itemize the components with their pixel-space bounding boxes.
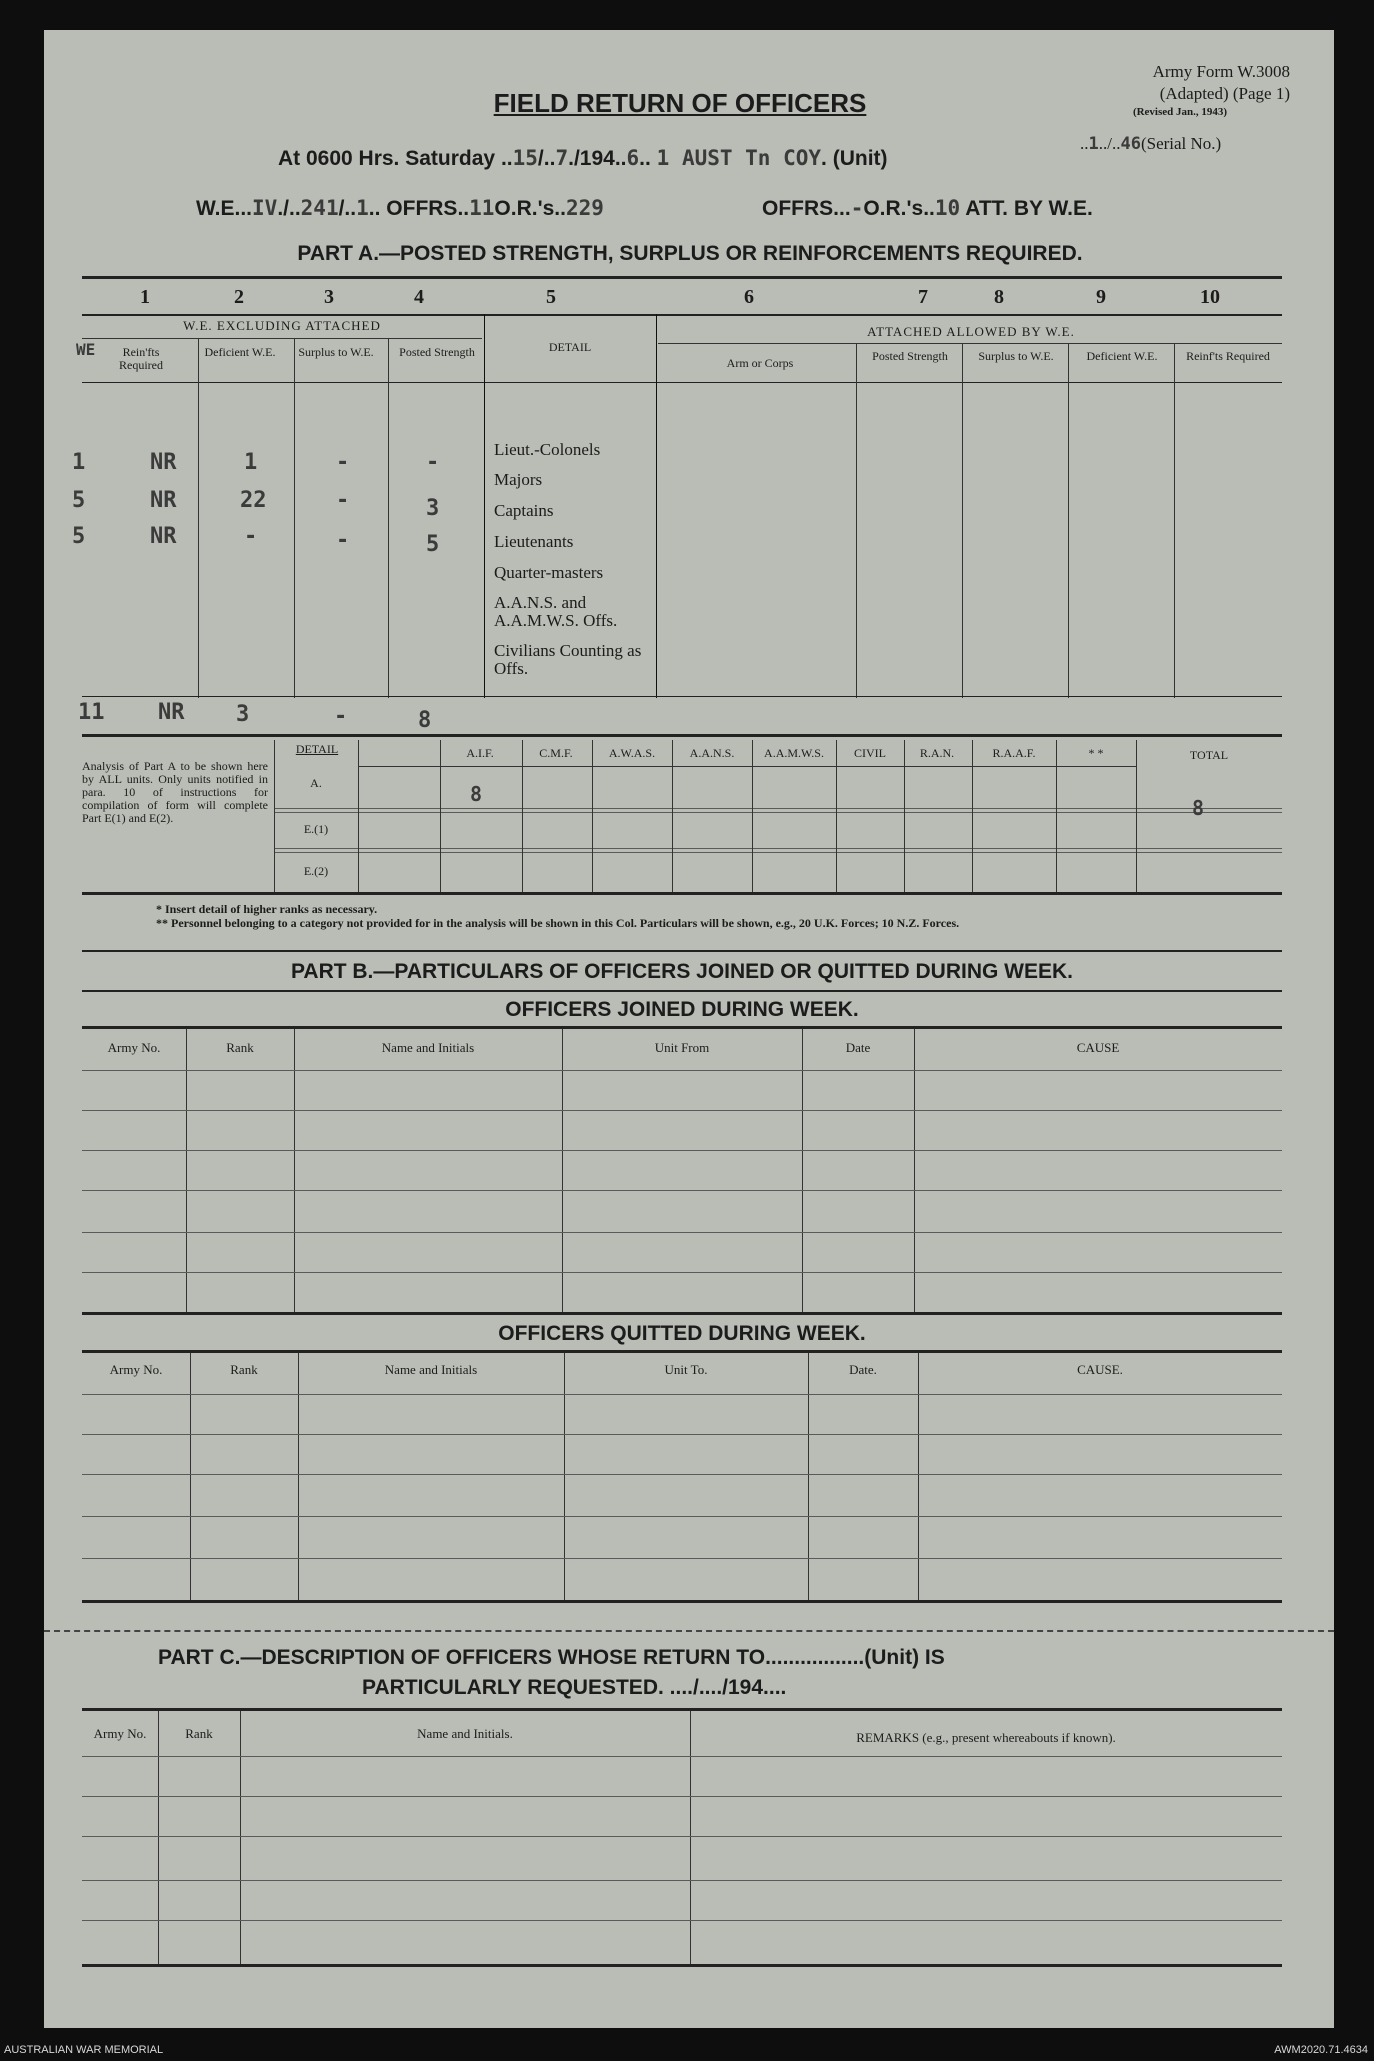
- part-a-vline: [388, 338, 389, 698]
- archive-credit: AUSTRALIAN WAR MEMORIAL: [4, 2044, 164, 2056]
- quitted-row-rule: [82, 1394, 1282, 1395]
- row-captains-reinfts: 5: [72, 488, 86, 513]
- analysis-col-detail: DETAIL: [295, 742, 339, 756]
- part-a-subheader-rule: [82, 382, 1282, 383]
- part-a-vline: [1068, 343, 1069, 698]
- analysis-col-raaf: R.A.A.F.: [992, 746, 1036, 760]
- hdr-att-reinfts: Reinf'ts Required: [1186, 349, 1270, 363]
- perforation-line: [44, 1630, 1334, 1632]
- analysis-col-cmf: C.M.F.: [539, 746, 573, 760]
- hdr-att-posted: Posted Strength: [872, 349, 948, 363]
- offrs2-value: -: [850, 196, 864, 220]
- analysis-vline: [522, 740, 523, 892]
- analysis-note: Analysis of Part A to be shown here by ALL units. Only units notified in para. 10 of instructions for compilation of form will complete Part E(1) and E(2).: [82, 759, 268, 825]
- quitted-bottom-rule: [82, 1600, 1282, 1603]
- joined-vline: [914, 1029, 915, 1313]
- row-captains-posted: 3: [426, 496, 440, 521]
- analysis-aif-a: 8: [470, 782, 483, 806]
- part-c-row-rule: [82, 1796, 1282, 1797]
- hdr-deficient: Deficient W.E.: [204, 345, 276, 359]
- unit-suffix: (Unit): [832, 147, 888, 170]
- archive-id: AWM2020.71.4634: [1274, 2044, 1368, 2056]
- hdr-reinfts: Rein'fts Required: [119, 345, 163, 372]
- analysis-vline: [904, 740, 905, 892]
- joined-col-cause: CAUSE: [1076, 1040, 1120, 1055]
- we-group-rule: [82, 338, 482, 339]
- serial-a: 1: [1088, 134, 1099, 154]
- at-line: At 0600 Hrs. Saturday ..15/..7./194..6.. 1 AUST Tn COY. (Unit): [278, 146, 888, 170]
- col-num-3: 3: [324, 286, 334, 308]
- analysis-row-a: A.: [310, 776, 322, 790]
- row-lieutenants-nr: NR: [150, 524, 177, 549]
- offrs2-label: OFFRS: [762, 197, 834, 220]
- analysis-col-aans: A.A.N.S.: [689, 746, 735, 760]
- part-c-title-1: PART C.—DESCRIPTION OF OFFICERS WHOSE RETURN TO.................(Unit) IS: [158, 1646, 945, 1669]
- hdr-posted: Posted Strength: [399, 345, 475, 359]
- ors2-value: 10: [934, 196, 961, 220]
- analysis-row-rule: [274, 852, 1282, 853]
- joined-row-rule: [82, 1150, 1282, 1151]
- quitted-title: OFFICERS QUITTED DURING WEEK.: [498, 1322, 866, 1345]
- quitted-col-army-no: Army No.: [109, 1362, 163, 1377]
- quitted-col-name: Name and Initials: [384, 1362, 478, 1377]
- col-num-6: 6: [744, 286, 754, 308]
- row-lt-col-deficient: 1: [244, 450, 258, 475]
- analysis-col-awas: A.W.A.S.: [608, 746, 656, 760]
- joined-header-rule: [82, 1026, 1282, 1029]
- part-a-bottom-rule: [82, 696, 1282, 697]
- quitted-col-cause: CAUSE.: [1077, 1362, 1123, 1377]
- we-3: 1: [356, 196, 369, 220]
- quitted-row-rule: [82, 1558, 1282, 1559]
- joined-row-rule: [82, 1232, 1282, 1233]
- row-lieutenants-surplus: -: [336, 528, 350, 553]
- hdr-surplus: Surplus to W.E.: [298, 345, 374, 359]
- joined-row-rule: [82, 1272, 1282, 1273]
- totals-bottom-rule: [82, 734, 1282, 737]
- col-num-7: 7: [918, 286, 928, 308]
- we-2: 241: [300, 196, 339, 220]
- joined-col-date: Date: [845, 1040, 871, 1055]
- total-deficient: 3: [236, 702, 250, 727]
- analysis-row-rule: [274, 848, 1282, 849]
- detail-qm: Quarter-masters: [494, 563, 604, 582]
- attached-group-header: ATTACHED ALLOWED BY W.E.: [867, 324, 1075, 339]
- analysis-vline: [274, 740, 275, 892]
- date-day: 15: [512, 146, 538, 170]
- analysis-row-e2: E.(2): [303, 864, 329, 878]
- joined-col-unit-from: Unit From: [654, 1040, 710, 1055]
- offrs-value: 11: [469, 196, 495, 220]
- col-num-5: 5: [546, 286, 556, 308]
- analysis-row-e1: E.(1): [303, 822, 329, 836]
- detail-captains: Captains: [494, 501, 554, 520]
- joined-col-army-no: Army No.: [107, 1040, 161, 1055]
- detail-lieutenants: Lieutenants: [494, 532, 574, 551]
- joined-vline: [562, 1029, 563, 1313]
- col-num-8: 8: [994, 286, 1004, 308]
- joined-row-rule: [82, 1070, 1282, 1071]
- total-posted: 8: [418, 708, 432, 733]
- ors-label: O.R.'s: [494, 197, 555, 220]
- part-c-row-rule: [82, 1756, 1282, 1757]
- total-nr: NR: [158, 700, 185, 725]
- part-b-title-rule: [82, 990, 1282, 992]
- quitted-col-rank: Rank: [230, 1362, 258, 1377]
- detail-majors: Majors: [494, 470, 543, 489]
- row-captains-nr: NR: [150, 488, 177, 513]
- we-1: IV: [252, 196, 278, 220]
- analysis-vline: [1136, 740, 1137, 892]
- part-c-row-rule: [82, 1880, 1282, 1881]
- footnote-1: * Insert detail of higher ranks as necessary.: [156, 902, 378, 916]
- row-lt-col-reinfts: 1: [72, 450, 86, 475]
- analysis-vline: [972, 740, 973, 892]
- part-a-top-rule: [82, 276, 1282, 279]
- row-lt-col-nr: NR: [150, 450, 177, 475]
- part-c-vline: [690, 1711, 691, 1965]
- col-num-10: 10: [1200, 286, 1220, 308]
- we-group-header: W.E. EXCLUDING ATTACHED: [183, 318, 381, 333]
- quitted-vline: [808, 1353, 809, 1601]
- part-c-row-rule: [82, 1836, 1282, 1837]
- analysis-header-rule: [358, 766, 1136, 767]
- part-c-bottom-rule: [82, 1964, 1282, 1967]
- quitted-row-rule: [82, 1434, 1282, 1435]
- at-line-prefix: At 0600 Hrs. Saturday: [278, 147, 496, 170]
- joined-vline: [802, 1029, 803, 1313]
- quitted-top-rule: [82, 1312, 1282, 1315]
- analysis-vline: [440, 740, 441, 892]
- att-line: OFFRS...-O.R.'s..10 ATT. BY W.E.: [762, 196, 1093, 220]
- part-c-row-rule: [82, 1920, 1282, 1921]
- quitted-col-unit-to: Unit To.: [664, 1362, 708, 1377]
- joined-row-rule: [82, 1190, 1282, 1191]
- part-a-vline: [962, 343, 963, 698]
- detail-civilians: Civilians Counting as Offs.: [494, 641, 642, 678]
- we-line: W.E...IV./..241/..1.. OFFRS..11O.R.'s..229: [196, 196, 604, 220]
- quitted-header-rule: [82, 1350, 1282, 1353]
- page-title: FIELD RETURN OF OFFICERS: [493, 88, 867, 118]
- analysis-vline: [1056, 740, 1057, 892]
- analysis-vline: [672, 740, 673, 892]
- serial-line: ..1../..46(Serial No.): [1080, 134, 1222, 154]
- analysis-col-ran: R.A.N.: [919, 746, 955, 760]
- analysis-vline: [592, 740, 593, 892]
- analysis-vline: [752, 740, 753, 892]
- col-num-1: 1: [140, 286, 150, 308]
- analysis-col-total: TOTAL: [1189, 748, 1229, 762]
- hdr-arm: Arm or Corps: [726, 356, 794, 370]
- part-c-col-name: Name and Initials.: [417, 1726, 513, 1741]
- detail-lt-col: Lieut.-Colonels: [494, 440, 601, 459]
- part-c-col-remarks: REMARKS (e.g., present whereabouts if known).: [856, 1730, 1116, 1745]
- analysis-row-rule: [274, 812, 1282, 813]
- we-mark: WE: [76, 340, 96, 359]
- part-a-vline: [294, 338, 295, 698]
- part-b-title: PART B.—PARTICULARS OF OFFICERS JOINED OR QUITTED DURING WEEK.: [290, 960, 1074, 983]
- total-surplus: -: [334, 704, 348, 729]
- analysis-col-other: * *: [1088, 746, 1104, 760]
- ors-value: 229: [565, 196, 604, 220]
- part-c-vline: [240, 1711, 241, 1965]
- row-lt-col-posted: -: [426, 450, 440, 475]
- footnote-2: ** Personnel belonging to a category not provided for in the analysis will be shown in this Col. Particulars will be shown, e.g., 20 U.K. Forces; 10 N.Z. Forces.: [156, 916, 960, 930]
- row-lt-col-surplus: -: [336, 450, 350, 475]
- joined-col-name: Name and Initials: [381, 1040, 475, 1055]
- joined-vline: [294, 1029, 295, 1313]
- part-c-top-rule: [82, 1708, 1282, 1711]
- row-captains-surplus: -: [336, 488, 350, 513]
- analysis-col-civil: CIVIL: [854, 746, 886, 760]
- date-year-prefix: /194: [573, 147, 615, 170]
- revised-label: (Revised Jan., 1943): [1132, 106, 1228, 118]
- analysis-vline: [358, 740, 359, 892]
- part-a-header-rule: [82, 314, 1282, 316]
- part-a-vline: [856, 343, 857, 698]
- we-label: W.E.: [196, 197, 241, 220]
- analysis-row-rule: [274, 808, 1282, 809]
- ors2-label: O.R.'s: [863, 197, 924, 220]
- col-num-9: 9: [1096, 286, 1106, 308]
- quitted-vline: [918, 1353, 919, 1601]
- hdr-att-deficient: Deficient W.E.: [1086, 349, 1158, 363]
- joined-vline: [186, 1029, 187, 1313]
- total-reinfts: 11: [78, 700, 105, 725]
- part-c-title-2: PARTICULARLY REQUESTED. ..../..../194....: [362, 1676, 787, 1699]
- quitted-vline: [190, 1353, 191, 1601]
- detail-aans: A.A.N.S. and A.A.M.W.S. Offs.: [494, 593, 618, 630]
- analysis-bottom-rule: [82, 892, 1282, 895]
- quitted-row-rule: [82, 1474, 1282, 1475]
- analysis-col-aif: A.I.F.: [466, 746, 494, 760]
- att-label: ATT. BY W.E.: [965, 197, 1093, 220]
- quitted-col-date: Date.: [849, 1362, 877, 1377]
- army-form-number: Army Form W.3008: [1152, 62, 1290, 81]
- row-lieutenants-deficient: -: [244, 524, 258, 549]
- row-lieutenants-posted: 5: [426, 532, 440, 557]
- col-num-2: 2: [234, 286, 244, 308]
- joined-title: OFFICERS JOINED DURING WEEK.: [505, 998, 859, 1021]
- part-c-col-rank: Rank: [185, 1726, 213, 1741]
- serial-b: 46: [1120, 134, 1141, 154]
- part-a-vline: [198, 338, 199, 698]
- date-year-digit: 6: [626, 146, 640, 170]
- part-b-top-rule: [82, 950, 1282, 952]
- hdr-detail: DETAIL: [548, 340, 592, 354]
- quitted-vline: [564, 1353, 565, 1601]
- date-month: 7: [555, 146, 569, 170]
- row-lieutenants-reinfts: 5: [72, 524, 86, 549]
- quitted-row-rule: [82, 1516, 1282, 1517]
- analysis-vline: [836, 740, 837, 892]
- part-a-vline: [484, 314, 485, 698]
- analysis-total-a: 8: [1192, 796, 1205, 820]
- joined-row-rule: [82, 1110, 1282, 1111]
- col-num-4: 4: [414, 286, 424, 308]
- adapted-label: (Adapted) (Page 1): [1159, 84, 1290, 103]
- part-c-col-army-no: Army No.: [93, 1726, 147, 1741]
- part-a-vline: [1174, 343, 1175, 698]
- joined-col-rank: Rank: [226, 1040, 254, 1055]
- part-a-vline: [656, 314, 657, 698]
- part-c-vline: [158, 1711, 159, 1965]
- row-captains-deficient: 22: [240, 488, 267, 513]
- quitted-vline: [298, 1353, 299, 1601]
- part-a-title: PART A.—POSTED STRENGTH, SURPLUS OR REINFORCEMENTS REQUIRED.: [297, 242, 1083, 265]
- hdr-att-surplus: Surplus to W.E.: [978, 349, 1054, 363]
- offrs-label: OFFRS: [386, 197, 458, 220]
- analysis-col-aamws: A.A.M.W.S.: [764, 746, 824, 760]
- unit-name: 1 AUST Tn COY: [656, 146, 822, 170]
- attached-group-rule: [658, 343, 1282, 344]
- serial-suffix: (Serial No.): [1140, 134, 1222, 153]
